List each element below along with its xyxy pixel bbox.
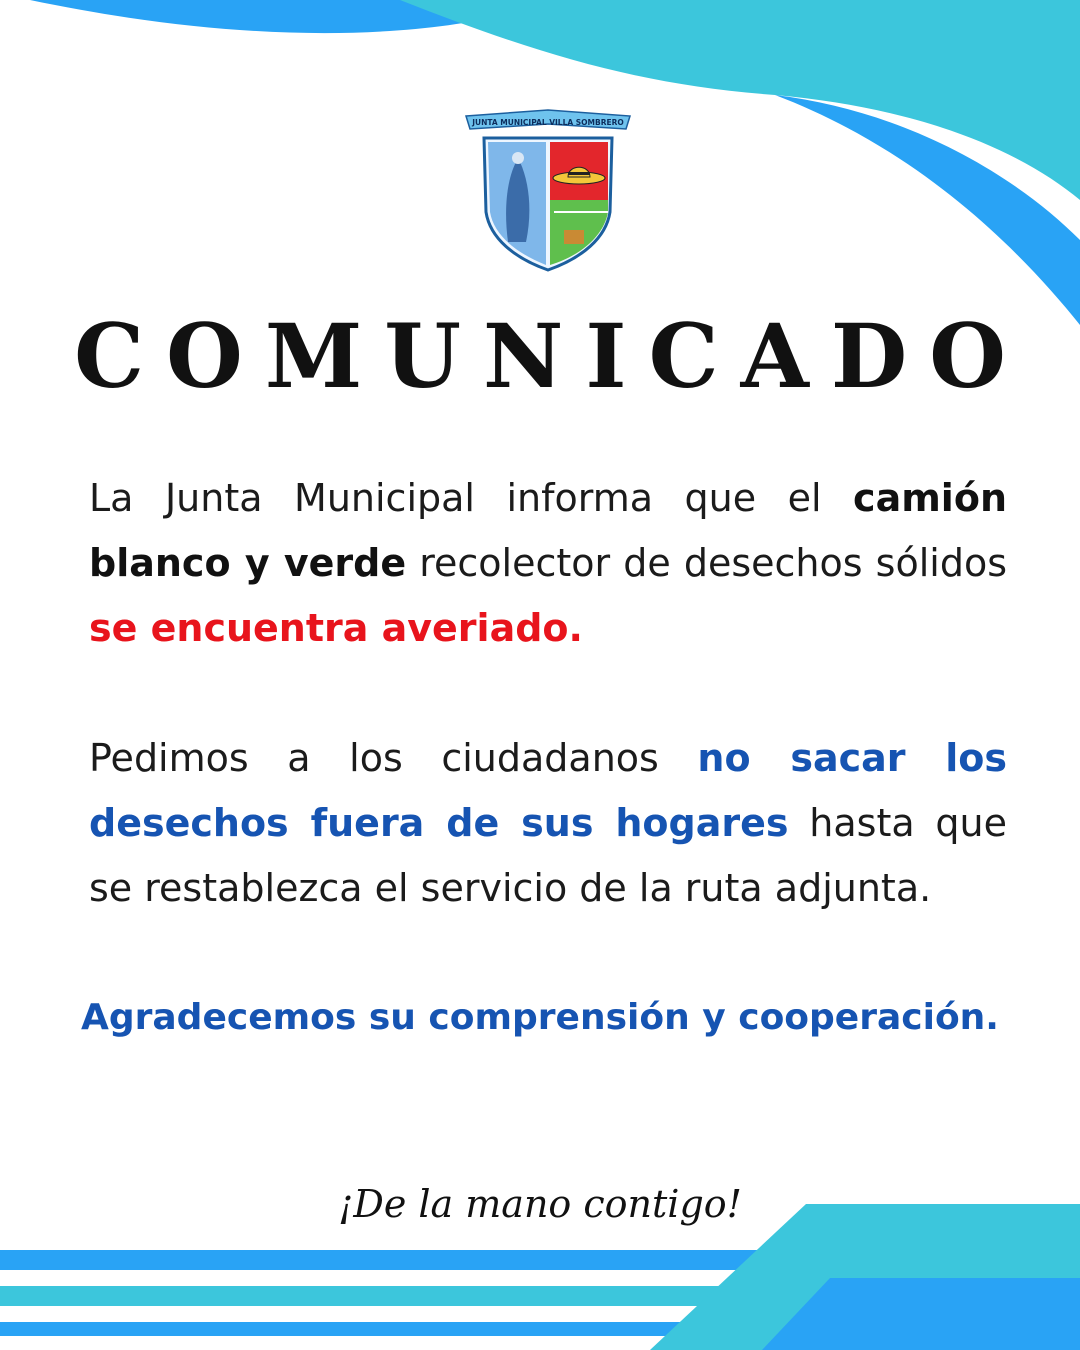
breakdown-highlight: se encuentra averiado. [89, 606, 583, 650]
page-title: COMUNICADO [74, 304, 1028, 408]
request-text: Pedimos a los ciudadanos [89, 736, 698, 780]
municipal-seal-logo [456, 102, 640, 274]
truck-description: camión blanco y verde [89, 476, 1007, 585]
svg-text:JUNTA MUNICIPAL VILLA SOMBRERO: JUNTA MUNICIPAL VILLA SOMBRERO [472, 118, 624, 127]
slogan: ¡De la mano contigo! [338, 1182, 742, 1226]
request-text: hasta que se restablezca el servicio de la ruta adjunta. [89, 801, 1007, 910]
notice-text: La Junta Municipal informa que el [89, 476, 854, 520]
notice-paragraph-2 [89, 726, 1007, 921]
notice-text: recolector de desechos sólidos [406, 541, 1007, 585]
notice-paragraph-1 [89, 466, 1007, 661]
thanks-message: Agradecemos su comprensión y cooperación. [81, 997, 999, 1038]
request-highlight: no sacar los desechos fuera de sus hogares [89, 736, 1007, 845]
